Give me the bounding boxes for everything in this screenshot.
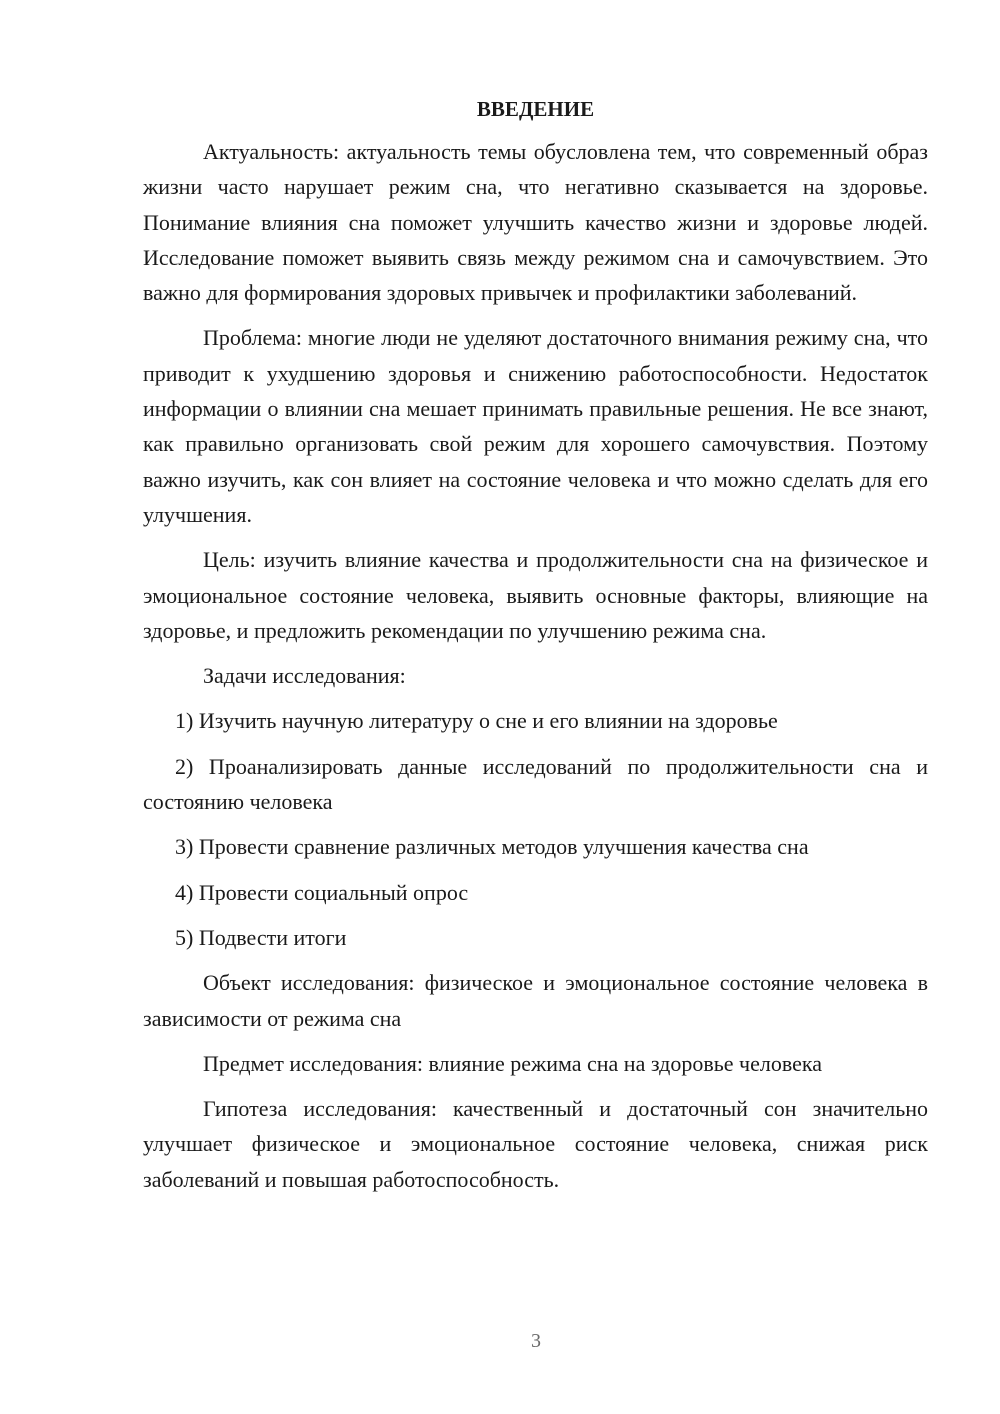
paragraph-subject: Предмет исследования: влияние режима сна на здоровье человека [203, 1050, 822, 1076]
page-number: 3 [531, 1330, 541, 1352]
paragraph-goal: Цель: изучить влияние качества и продолжительности сна на физическое и эмоциональное состояние человека, выявить основные факторы, влияющие на здоровье, и предложить рекомендации по улучшению режима сна. [143, 547, 928, 643]
paragraph-problem: Проблема: многие люди не уделяют достаточного внимания режиму сна, что приводит к ухудшению здоровья и снижению работоспособности. Недостаток информации о влиянии сна мешает принимать правильные решения. Не все знают, как правильно организовать свой режим для хорошего самочувствия. Поэтому важно изучить, как сон влияет на состояние человека и что можно сделать для его улучшения. [143, 325, 928, 527]
paragraph-relevance: Актуальность: актуальность темы обусловлена тем, что современный образ жизни часто нарушает режим сна, что негативно сказывается на здоровье. Понимание влияния сна поможет улучшить качество жизни и здоровье людей. Исследование поможет выявить связь между режимом сна и самочувствием. Это важно для формирования здоровых привычек и профилактики заболеваний. [143, 139, 928, 306]
task-item-4: 4) Провести социальный опрос [175, 879, 469, 905]
paragraph-object: Объект исследования: физическое и эмоциональное состояние человека в зависимости от режима сна [143, 970, 928, 1031]
task-item-5: 5) Подвести итоги [175, 924, 347, 950]
document-page [143, 92, 928, 1207]
section-title: ВВЕДЕНИЕ [476, 97, 595, 121]
task-item-3: 3) Провести сравнение различных методов улучшения качества сна [175, 834, 809, 860]
tasks-heading: Задачи исследования: [203, 663, 406, 689]
task-item-1: 1) Изучить научную литературу о сне и его влиянии на здоровье [175, 708, 778, 734]
paragraph-hypothesis: Гипотеза исследования: качественный и достаточный сон значительно улучшает физическое и эмоциональное состояние человека, снижая риск заболеваний и повышая работоспособность. [143, 1096, 928, 1192]
task-item-2: 2) Проанализировать данные исследований по продолжительности сна и состоянию человека [143, 753, 928, 815]
